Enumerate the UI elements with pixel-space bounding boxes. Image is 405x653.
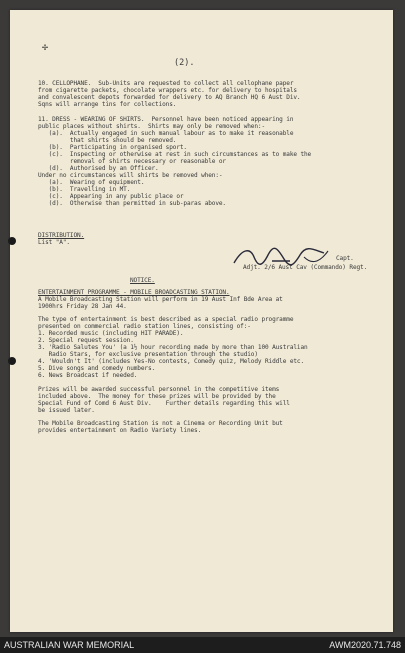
programme-line: 2. Special request session. [38, 337, 134, 344]
programme-line: 4. 'Wouldn't It' (includes Yes-No contests, Comedy quiz, Melody Riddle etc. [38, 358, 305, 365]
distribution-heading: DISTRIBUTION. [38, 232, 85, 239]
para-11-line: (b). Travelling in MT. [38, 186, 131, 193]
para-10-line: from cigarette packets, chocolate wrappers etc. for delivery to hospitals [38, 87, 297, 94]
prizes-line: Prizes will be awarded successful personnel in the competitive items [38, 386, 280, 393]
para-11-line: public places without shirts. Shirts may only be removed when:- [38, 123, 265, 130]
programme-line: 1. Recorded music (including HIT PARADE). [38, 330, 184, 337]
closing-line: provides entertainment on Radio Variety lines. [38, 427, 202, 434]
para-11-line: (c). Inspecting or otherwise at rest in such circumstances as to make the [38, 151, 312, 158]
entertainment-line: A Mobile Broadcasting Station will perform in 19 Aust Inf Bde Area at [38, 296, 283, 303]
para-11-line: Under no circumstances will shirts be removed when:- [38, 172, 223, 179]
para-11-line: (d). Authorised by an Officer. [38, 165, 159, 172]
programme-line: 5. Dive songs and comedy numbers. [38, 365, 156, 372]
para-11-line: that shirts should be removed. [38, 137, 177, 144]
footer-institution: AUSTRALIAN WAR MEMORIAL [4, 640, 135, 650]
para-11-line: (a). Actually engaged in such manual labour as to make it reasonable [38, 130, 294, 137]
closing-line: The Mobile Broadcasting Station is not a Cinema or Recording Unit but [38, 420, 283, 427]
para-11-line: 11. DRESS - WEARING OF SHIRTS. Personnel have been noticed appearing in [38, 116, 294, 123]
para-10-line: Sqns will arrange tins for collections. [38, 101, 177, 108]
notice-heading: NOTICE. [130, 277, 155, 284]
prizes-line: Special Fund of Comd 6 Aust Div. Further details regarding this will [38, 400, 290, 407]
para-10-line: and convalescent depots forwarded for delivery to AQ Branch HQ 6 Aust Div. [38, 94, 301, 101]
para-11-line: (a). Wearing of equipment. [38, 179, 145, 186]
para-11-line: (d). Otherwise than permitted in sub-paras above. [38, 200, 226, 207]
footer-accession: AWM2020.71.748 [329, 640, 401, 650]
punch-hole [8, 357, 16, 365]
ink-speck: ✢ [42, 42, 49, 53]
programme-line: 6. News Broadcast if needed. [38, 372, 138, 379]
programme-line: Radio Stars, for exclusive presentation through the studio) [38, 351, 258, 358]
entertainment-heading: ENTERTAINMENT PROGRAMME - MOBILE BROADCASTING STATION. [38, 289, 230, 296]
page-number: (2). [174, 58, 195, 68]
document-page [10, 10, 393, 632]
prizes-line: be issued later. [38, 407, 95, 414]
programme-line: 3. 'Radio Salutes You' (a 1½ hour recording made by more than 100 Australian [38, 344, 308, 351]
para-11-line: (c). Appearing in any public place or [38, 193, 184, 200]
entertainment-line: 1900hrs Friday 28 Jan 44. [38, 303, 127, 310]
para-10-line: 10. CELLOPHANE. Sub-Units are requested to collect all cellophane paper [38, 80, 294, 87]
para-11-line: (b). Participating in organised sport. [38, 144, 187, 151]
programme-line: presented on commercial radio station lines, consisting of:- [38, 323, 251, 330]
programme-line: The type of entertainment is best described as a special radio programme [38, 316, 294, 323]
signature-appointment: Adjt. 2/6 Aust Cav (Commando) Regt. [243, 264, 368, 271]
para-11-line: removal of shirts necessary or reasonable or [38, 158, 226, 165]
distribution-list: List "A". [38, 239, 70, 246]
archive-footer [0, 637, 405, 653]
prizes-line: included above. The money for these prizes will be provided by the [38, 393, 276, 400]
punch-hole [8, 237, 16, 245]
signature-rank: Capt. [336, 255, 354, 262]
